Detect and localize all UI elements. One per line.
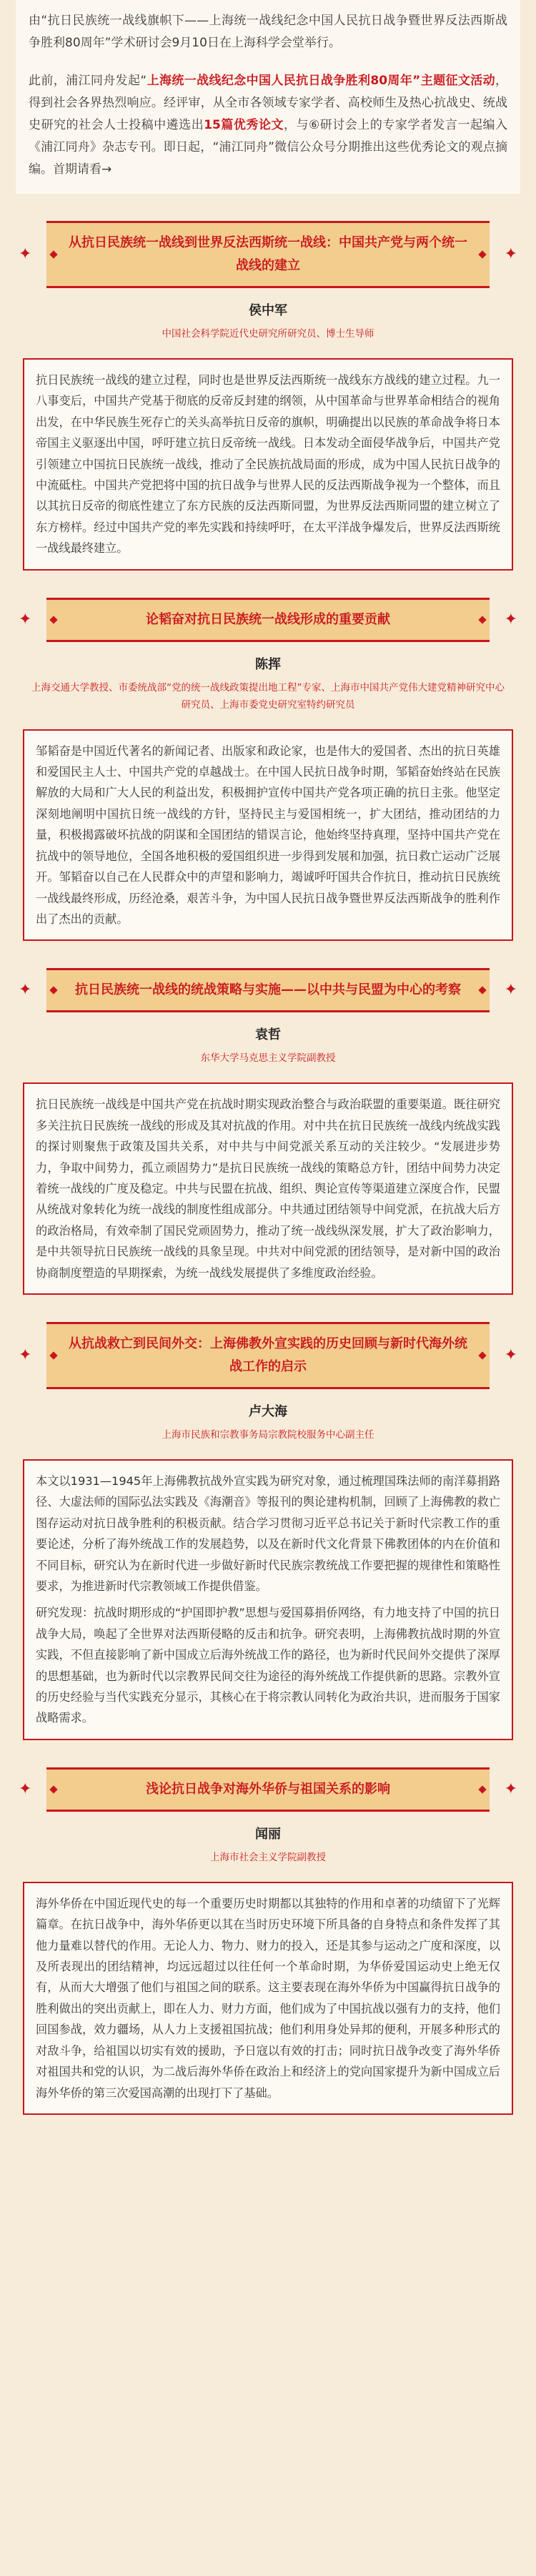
article-section-4	[16, 1322, 520, 1740]
section-title-banner	[46, 1322, 490, 1389]
author-affiliation: 中国社会科学院近代史研究所研究员、博士生导师	[162, 328, 374, 340]
abstract-paragraph: 抗日民族统一战线是中国共产党在抗战时期实现政治整合与政治联盟的重要渠道。既往研究多关注抗日民族统一战线的形成及其对抗战的作用。对中共在抗日民族统一战线内统战实践的探讨则聚焦于政策及国共关系，对中共与中间党派关系互动的关注较少。“发展进步势力，争取中间势力，孤立顽固势力”是抗日民族统一战线的策略总方针，团结中间势力决定着统一战线的广度及稳定。中共与民盟在抗战、组织、舆论宣传等渠道建立深度合作，民盟从统战对象转化为统一战线的制度性组成部分。中共通过团结领导中间党派，在抗战大后方的政治格局，有效牵制了国民党顽固势力，推动了统一战线纵深发展，扩大了政治影响力，是中共领导抗日民族统一战线的具象呈现。中共对中间党派的团结领导，是对新中国的政治协商制度塑造的早期探索，为统一战线发展提供了多维度政治经验。	[36, 1097, 500, 1280]
author-name: 侯中军	[249, 303, 287, 318]
star-icon: ✦	[504, 245, 517, 263]
section-title-banner	[46, 221, 490, 288]
abstract-card	[23, 729, 513, 942]
diamond-icon	[49, 987, 57, 995]
section-title: 从抗日民族统一战线到世界反法西斯统一战线：中国共产党与两个统一战线的建立	[69, 235, 467, 273]
abstract-paragraph: 邹韬奋是中国近代著名的新闻记者、出版家和政论家，也是伟大的爱国者、杰出的抗日英雄和爱国民主人士、中国共产党的卓越战士。在中国人民抗日战争时期，邹韬奋始终站在民族解放的大局和广大人民的利益出发，积极拥护宣传中国共产党各项正确的抗日主张。他坚定深刻地阐明中国抗日统一战线的方针，坚持民主与爱国相统一，扩大团结，推动团结的力量，积极揭露破坏抗战的阴谋和全国团结的错误言论，他始终坚持真理，坚持中国共产党在抗战中的领导地位，全国各地积极的爱国组织进一步得到发展和加强，抗日救亡运动广泛展开。邹韬奋以自己在人民群众中的声望和影响力，竭诚呼吁国共合作抗日，推动抗日民族统一战线最终形成，历经沧桑，艰苦斗争，为中国人民抗日战争暨世界反法西斯战争的胜利作出了杰出的贡献。	[36, 744, 500, 926]
article-section-2	[16, 598, 520, 942]
abstract-paragraph: 抗日民族统一战线的建立过程，同时也是世界反法西斯统一战线东方战线的建立过程。九一八事变后，中国共产党基于彻底的反帝反封建的纲领，从中国革命与世界革命相结合的视角出发，在中华民族生死存亡的关头高举抗日反帝的旗帜，明确提出以民族的革命战争将日本帝国主义驱逐出中国，呼吁建立抗日反帝统一战线。日本发动全面侵华战争后，中国共产党引领建立中国抗日民族统一战线，推动了全民族抗战局面的形成，成为中国人民抗日战争的中流砥柱。中国共产党把将中国的抗日战争与世界人民的反法西斯战争视为一个整体，而且以其抗日反帝的彻底性建立了东方民族的反法西斯同盟，为世界反法西斯同盟的建立树立了东方榜样。经过中国共产党的率先实践和持续呼吁，在太平洋战争爆发后，世界反法西斯统一战线最终建立。	[36, 373, 500, 556]
intro-highlight-count: 15篇优秀论文	[204, 118, 284, 132]
section-title: 浅论抗日战争对海外华侨与祖国关系的影响	[146, 1781, 390, 1797]
diamond-icon	[478, 1785, 486, 1793]
section-title: 抗日民族统一战线的统战策略与实施——以中共与民盟为中心的考察	[75, 982, 461, 998]
star-icon: ✦	[504, 981, 517, 1000]
star-icon: ✦	[19, 1346, 32, 1364]
author-name: 陈挥	[255, 656, 281, 672]
author-name: 袁哲	[255, 1027, 281, 1043]
abstract-paragraph: 本文以1931—1945年上海佛教抗战外宣实践为研究对象，通过梳理国珠法师的南洋募捐路径、大虚法师的国际弘法实践及《海潮音》等报刊的舆论建构机制，回顾了上海佛教的救亡图存运动对抗日战争胜利的积极贡献。结合学习贯彻习近平总书记关于新时代宗教工作的重要论述，分析了海外统战工作的发展趋势，以及在新时代文化背景下佛教团体的内在价值和不同目标，研究认为在新时代进一步做好新时代民族宗教统战工作要把握的规律性和策略性要求，为推进新时代宗教领域工作提供借鉴。	[36, 1474, 500, 1593]
article-section-3	[16, 968, 520, 1295]
diamond-icon	[49, 1351, 57, 1359]
section-title-banner	[46, 968, 490, 1012]
author-affiliation: 上海市民族和宗教事务局宗教院校服务中心副主任	[162, 1428, 374, 1441]
star-icon: ✦	[19, 245, 32, 263]
intro-text-mid: ，得到社会各界热烈响应。经评审，从全市各领域专家学者、高校师生及热心抗战史、统战史研究的社会人士投稿中遴选出	[29, 74, 507, 132]
diamond-icon	[478, 1351, 486, 1359]
section-title-banner	[46, 1767, 490, 1812]
abstract-card	[23, 1882, 513, 2115]
intro-text-pre: 此前，浦江同舟发起“	[29, 74, 147, 88]
intro-paragraph-1: 由“抗日民族统一战线旗帜下——上海统一战线纪念中国人民抗日战争暨世界反法西斯战争胜利80周年”学术研讨会9月10日在上海科学会堂举行。	[29, 14, 507, 50]
author-name: 闻丽	[255, 1826, 281, 1842]
author-affiliation: 上海市社会主义学院副教授	[210, 1851, 326, 1863]
author-affiliation: 东华大学马克思主义学院副教授	[200, 1052, 336, 1065]
intro-text-post: ，与⑥研讨会上的专家学者发言一起编入《浦江同舟》杂志专刊。即日起，“浦江同舟”微信公众号分期推出这些优秀论文的观点摘编。首期请看→	[29, 118, 507, 177]
article-section-1	[16, 221, 520, 571]
abstract-card	[23, 1459, 513, 1740]
abstract-card	[23, 1082, 513, 1295]
star-icon: ✦	[504, 1346, 517, 1364]
diamond-icon	[49, 616, 57, 623]
author-name: 卢大海	[249, 1403, 287, 1419]
star-icon: ✦	[504, 610, 517, 628]
star-icon: ✦	[504, 1780, 517, 1798]
author-affiliation: 上海交通大学教授、市委统战部“党的统一战线政策提出地工程”专家、上海市中国共产党伟大建党精神研究中心研究员、上海市委党史研究室特约研究员	[31, 681, 505, 711]
abstract-paragraph: 研究发现：抗战时期形成的“护国即护教”思想与爱国募捐侨网络，有力地支持了中国的抗日战争大局，唤起了全世界对法西斯侵略的反击和抗争。研究表明，上海佛教抗战时期的外宣实践，不但直接影响了新中国成立后海外统战工作的路径，也为新时代民间外交提供了深厚的思想基础，也为新时代以宗教界民间交往为途径的海外统战工作提供新的思路。宗教外宣的历史经验与当代实践充分显示，其核心在于将宗教认同转化为政治共识，进而服务于国家战略需求。	[36, 1606, 500, 1725]
section-title-banner	[46, 598, 490, 642]
diamond-icon	[49, 250, 57, 258]
intro-paragraph-2	[29, 70, 507, 181]
intro-block	[16, 0, 520, 194]
section-title: 从抗战救亡到民间外交：上海佛教外宣实践的历史回顾与新时代海外统战工作的启示	[69, 1336, 467, 1374]
article-section-5	[16, 1767, 520, 2115]
section-title: 论韬奋对抗日民族统一战线形成的重要贡献	[146, 611, 390, 627]
star-icon: ✦	[19, 610, 32, 628]
diamond-icon	[49, 1785, 57, 1793]
diamond-icon	[478, 250, 486, 258]
star-icon: ✦	[19, 981, 32, 1000]
diamond-icon	[478, 616, 486, 623]
star-icon: ✦	[19, 1780, 32, 1798]
diamond-icon	[478, 987, 486, 995]
intro-highlight-activity: 上海统一战线纪念中国人民抗日战争胜利80周年”主题征文活动	[147, 74, 495, 88]
abstract-paragraph: 海外华侨在中国近现代史的每一个重要历史时期都以其独特的作用和卓著的功绩留下了光辉篇章。在抗日战争中，海外华侨更以其在当时历史环境下所具备的自身特点和条件发挥了其他力量难以替代的作用。无论人力、物力、财力的投入，还是其参与运动之广度和深度，以及所表现出的团结精神，均远远超过以往任何一个革命时期，为华侨爱国运动史上绝无仅有，从而大大增强了他们与祖国之间的联系。这主要表现在海外华侨为中国赢得抗日战争的胜利做出的突出贡献上，即在人力、财力方面，他们成为了中国抗战以强有力的支持，他们回国参战，效力疆场，从人力上支援祖国抗战；他们利用身处异邦的便利，开展多种形式的对敌斗争，给祖国以切实有效的援助，予日寇以有效的打击；同时抗日战争改变了海外华侨对祖国共和党的认识，为二战后海外华侨在政治上和经济上的党向国家提升为新中国成立后海外华侨的第三次爱国高潮的出现打下了基础。	[36, 1896, 500, 2100]
abstract-card	[23, 358, 513, 571]
